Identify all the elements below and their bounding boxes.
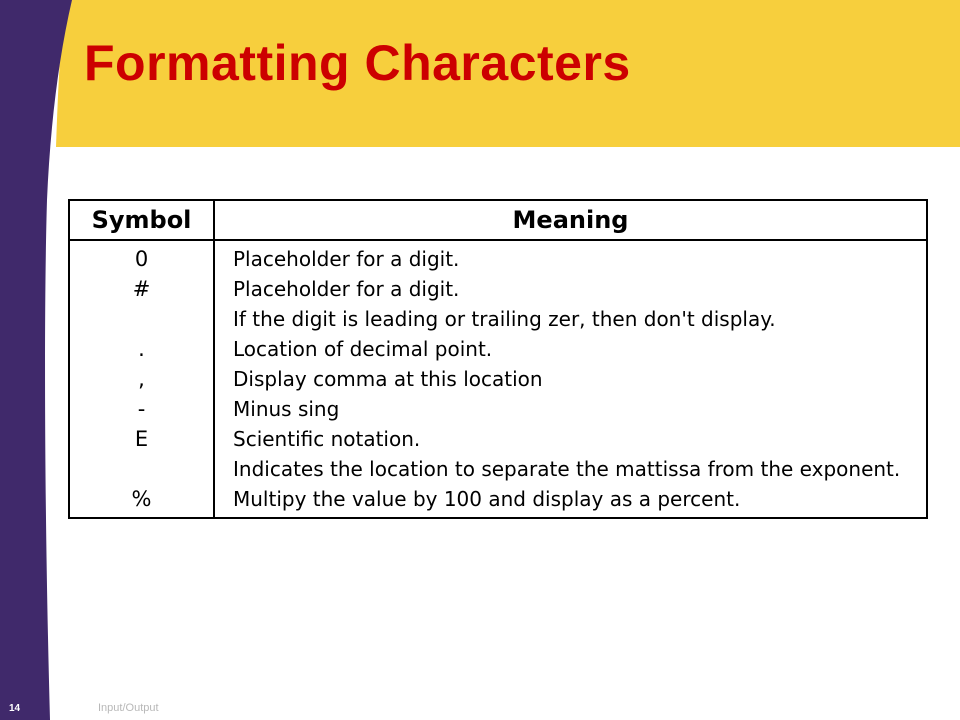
- symbol-cell: .: [69, 334, 214, 364]
- symbol-column-header: Symbol: [69, 200, 214, 240]
- meaning-cell: Display comma at this location: [233, 367, 543, 391]
- symbol-cell: 0: [69, 240, 214, 274]
- table-row: [69, 334, 927, 364]
- symbol-cell: %: [69, 484, 214, 518]
- formatting-characters-table: [68, 199, 928, 519]
- symbol-cell: [69, 304, 214, 334]
- table-row: [69, 364, 927, 394]
- footer-text: Input/Output: [98, 702, 159, 714]
- table-row: [69, 274, 927, 304]
- symbol-cell: [69, 454, 214, 484]
- table-row: [69, 424, 927, 454]
- table-header-row: [69, 200, 927, 240]
- meaning-cell: Scientific notation.: [233, 427, 421, 451]
- meaning-cell: Multipy the value by 100 and display as a percent.: [233, 487, 741, 511]
- meaning-cell: Indicates the location to separate the mattissa from the exponent.: [233, 457, 901, 481]
- table-row: [69, 454, 927, 484]
- symbol-cell: ,: [69, 364, 214, 394]
- slide-title: Formatting Characters: [84, 35, 631, 91]
- symbol-cell: -: [69, 394, 214, 424]
- table-row: [69, 240, 927, 274]
- table-row: [69, 484, 927, 518]
- meaning-cell: If the digit is leading or trailing zer, then don't display.: [233, 307, 776, 331]
- symbol-cell: E: [69, 424, 214, 454]
- meaning-column-header: Meaning: [214, 200, 927, 240]
- meaning-cell: Minus sing: [233, 397, 340, 421]
- symbol-cell: #: [69, 274, 214, 304]
- meaning-cell: Placeholder for a digit.: [233, 247, 460, 271]
- meaning-cell: Location of decimal point.: [233, 337, 493, 361]
- table-row: [69, 394, 927, 424]
- slide-number: 14: [9, 703, 21, 714]
- table-row: [69, 304, 927, 334]
- meaning-cell: Placeholder for a digit.: [233, 277, 460, 301]
